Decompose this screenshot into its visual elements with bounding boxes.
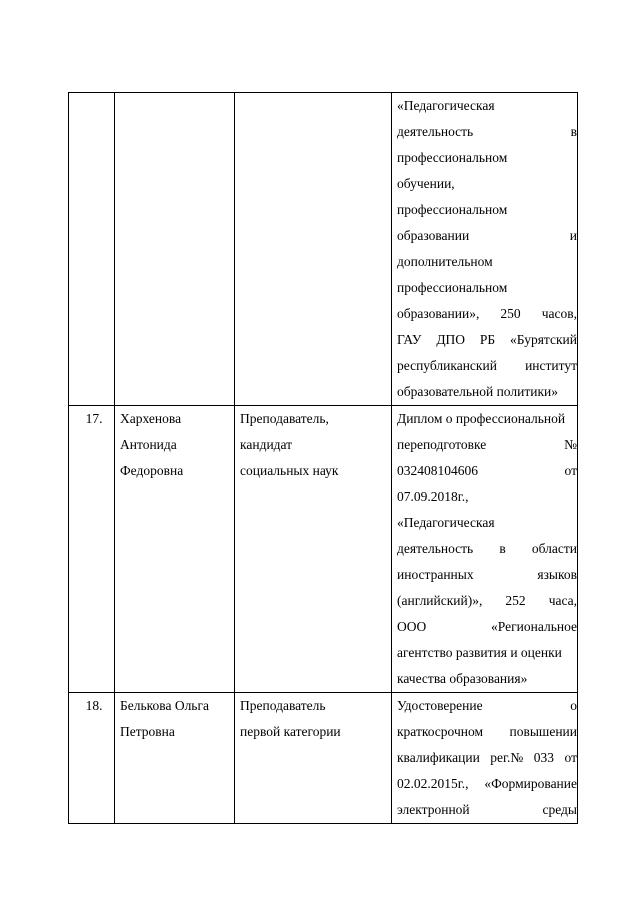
education-word: «Бурятский [510, 332, 577, 347]
education-line [397, 536, 577, 562]
education-word: ДПО [436, 332, 466, 347]
education-word: и [569, 228, 577, 243]
name-line: Федоровна [120, 463, 184, 478]
education-line [397, 693, 577, 719]
education-cell [392, 693, 578, 824]
position-cell [235, 93, 392, 406]
education-word: о [570, 698, 577, 713]
row-number: 17. [85, 411, 103, 426]
education-line [397, 327, 577, 353]
education-line [397, 745, 577, 771]
row-number: 18. [85, 698, 103, 713]
education-word: ООО [397, 619, 427, 634]
row-number-cell [69, 693, 115, 824]
education-line [397, 484, 577, 510]
education-word: профессиональном [397, 202, 508, 217]
position-cell [235, 406, 392, 693]
education-word: повышении [509, 724, 577, 739]
education-word: часа, [548, 593, 577, 608]
education-word: качества образования» [397, 671, 528, 686]
education-line [397, 93, 577, 119]
education-word: области [531, 541, 577, 556]
education-word: РБ [479, 332, 496, 347]
education-word: от [564, 750, 577, 765]
education-word: часов, [541, 306, 577, 321]
name-cell [115, 693, 235, 824]
education-word: 033 [533, 750, 555, 765]
education-line [397, 432, 577, 458]
table-row [69, 93, 578, 406]
education-word: № [564, 437, 577, 452]
education-word: Удостоверение [397, 698, 483, 713]
education-line [397, 458, 577, 484]
position-cell [235, 693, 392, 824]
position-line: первой категории [240, 724, 341, 739]
education-word: «Педагогическая [397, 515, 495, 530]
education-line [397, 275, 577, 301]
education-word: от [564, 463, 577, 478]
education-word: 252 [505, 593, 526, 608]
name-cell [115, 93, 235, 406]
education-word: агентство развития и оценки [397, 645, 562, 660]
education-line [397, 249, 577, 275]
education-word: переподготовке [397, 437, 487, 452]
education-line [397, 562, 577, 588]
education-line [397, 510, 577, 536]
education-line [397, 223, 577, 249]
education-word: (английский)», [397, 593, 483, 608]
education-word: ГАУ [397, 332, 422, 347]
education-line [397, 640, 577, 666]
education-word: профессиональном [397, 150, 508, 165]
education-word: электронной [397, 802, 470, 817]
education-line [397, 797, 577, 823]
education-word: 032408104606 [397, 463, 478, 478]
education-line [397, 379, 577, 405]
education-line [397, 588, 577, 614]
education-word: среды [542, 802, 577, 817]
education-line [397, 145, 577, 171]
education-word: Диплом о профессиональной [397, 411, 566, 426]
education-word: в [570, 124, 577, 139]
table-row [69, 406, 578, 693]
education-line [397, 406, 577, 432]
education-word: «Региональное [491, 619, 577, 634]
position-line: социальных наук [240, 463, 339, 478]
education-word: деятельность [397, 541, 474, 556]
education-line [397, 666, 577, 692]
education-line [397, 171, 577, 197]
education-word: республиканский [397, 358, 497, 373]
position-line: Преподаватель, [240, 411, 329, 426]
education-word: образовании [397, 228, 470, 243]
education-word: 02.02.2015г., [397, 776, 469, 791]
education-word: профессиональном [397, 280, 508, 295]
education-word: институт [525, 358, 577, 373]
name-line: Хархенова [120, 411, 182, 426]
row-number-cell [69, 406, 115, 693]
education-word: образовательной политики» [397, 384, 558, 399]
position-line: кандидат [240, 437, 293, 452]
name-line: Белькова Ольга [120, 698, 209, 713]
education-line [397, 614, 577, 640]
education-word: рег.№ [490, 750, 524, 765]
education-word: «Формирование [484, 776, 577, 791]
education-word: в [499, 541, 506, 556]
name-line: Петровна [120, 724, 175, 739]
education-line [397, 119, 577, 145]
staff-qualification-table [68, 92, 578, 824]
name-cell [115, 406, 235, 693]
education-word: языков [537, 567, 577, 582]
education-word: квалификации [397, 750, 480, 765]
education-word: деятельность [397, 124, 474, 139]
education-cell [392, 93, 578, 406]
education-word: 07.09.2018г., [397, 489, 469, 504]
education-word: дополнительном [397, 254, 493, 269]
education-word: 250 [500, 306, 521, 321]
education-word: краткосрочном [397, 724, 484, 739]
name-line: Антонида [120, 437, 177, 452]
education-word: «Педагогическая [397, 98, 495, 113]
education-line [397, 353, 577, 379]
education-line [397, 197, 577, 223]
table-row [69, 693, 578, 824]
education-line [397, 301, 577, 327]
education-cell [392, 406, 578, 693]
education-word: образовании», [397, 306, 480, 321]
education-word: обучении, [397, 176, 455, 191]
education-word: иностранных [397, 567, 474, 582]
row-number-cell [69, 93, 115, 406]
education-line [397, 771, 577, 797]
education-line [397, 719, 577, 745]
position-line: Преподаватель [240, 698, 326, 713]
